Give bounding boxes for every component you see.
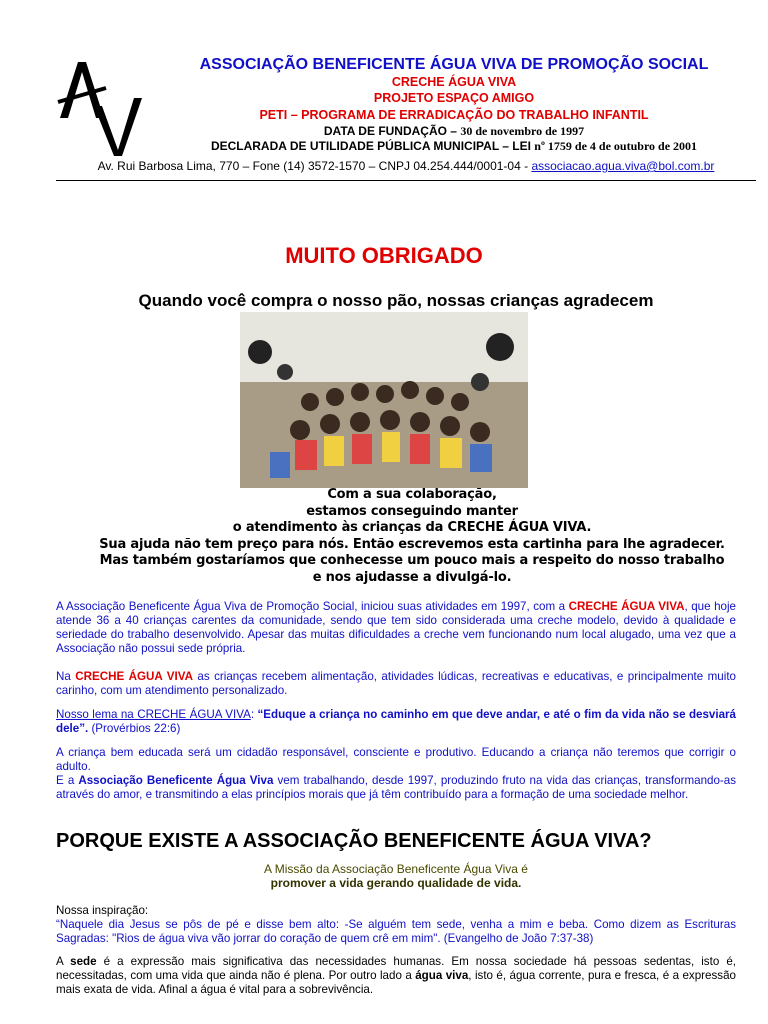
email-link[interactable]: associacao.agua.viva@bol.com.br: [531, 159, 715, 173]
utility-line: DECLARADA DE UTILIDADE PÚBLICA MUNICIPAL – LEI nº 1759 de 4 de outubro de 2001: [210, 139, 698, 153]
foundation-line: DATA DE FUNDAÇÃO – 30 de novembro de 1997: [323, 124, 585, 138]
page-title: MUITO OBRIGADO: [285, 243, 483, 268]
peti-line: PETI – PROGRAMA DE ERRADICAÇÃO DO TRABALHO INFANTIL: [259, 108, 649, 122]
mission-statement: A Missão da Associação Beneficente Água Viva é promover a vida gerando qualidade de vida.: [264, 862, 528, 890]
creche-name: CRECHE ÁGUA VIVA: [391, 75, 517, 89]
inspiration-block: Nossa inspiração: “Naquele dia Jesus se pôs de pé e disse bem alto: -Se alguém tem sede, venha a mim e beba. Como dizem as Escrituras Sagradas: "Rios de água viva vão jorrar do coração de quem crê em mim". (Evangelho de João 7:37-38): [56, 904, 736, 945]
header-divider: [56, 180, 756, 181]
children-photo: [240, 312, 528, 488]
org-name: ASSOCIAÇÃO BENEFICENTE ÁGUA VIVA DE PROMOÇÃO SOCIAL: [199, 56, 709, 73]
av-logo: [56, 58, 148, 158]
section-title: PORQUE EXISTE A ASSOCIAÇÃO BENEFICENTE ÁGUA VIVA?: [56, 830, 652, 852]
project-name: PROJETO ESPAÇO AMIGO: [373, 91, 535, 105]
address-line: Av. Rui Barbosa Lima, 770 – Fone (14) 3572-1570 – CNPJ 04.254.444/0001-04 - associacao.agua.viva@bol.com.br: [97, 159, 715, 173]
intro-paragraph: A Associação Beneficente Água Viva de Promoção Social, iniciou suas atividades em 1997, com a CRECHE ÁGUA VIVA, que hoje atende 36 a 40 crianças carentes da comunidade, sendo que tem sido considerada uma creche modelo, devido à qualidade e seriedade do trabalho desenvolvido. Apesar das muitas dificuldades a creche vem funcionando num local alugado, uma vez que a Associação não possui sede própria.: [56, 600, 737, 655]
thanks-message: Com a sua colaboração, estamos conseguindo manter o atendimento às crianças da CRECHE ÁGUA VIVA. Sua ajuda não tem preço para nós. Então escrevemos esta cartinha para lhe agradecer. Mas também gostaríamos que conhecesse um pouco mais a respeito do nosso trabalho e nos ajudasse a divulgá-lo.: [99, 487, 725, 585]
motto-paragraph: Nosso lema na CRECHE ÁGUA VIVA: “Eduque a criança no caminho em que deve andar, e até o fim da vida não se desviará dele”. (Provérbios 22:6): [56, 708, 737, 735]
education-paragraph: A criança bem educada será um cidadão responsável, consciente e produtivo. Educando a criança não teremos que corrigir o adulto. E a Associação Beneficente Água Viva vem trabalhando, desde 1997, produzindo fruto na vida das crianças, transformando-as através do amor, e transmitindo a elas princípios morais que já têm contribuído para a formação de uma sociedade melhor.: [56, 746, 737, 801]
water-paragraph: A sede é a expressão mais significativa das necessidades humanas. Em nossa sociedade há pessoas sedentas, isto é, necessitadas, com uma vida que ainda não é plena. Por outro lado a água viva, isto é, água corrente, pura e fresca, é a expressão mais exata de vida. Afinal a água é vital para a sobrevivência.: [56, 955, 736, 996]
page-subtitle: Quando você compra o nosso pão, nossas crianças agradecem: [138, 291, 654, 310]
services-paragraph: Na CRECHE ÁGUA VIVA as crianças recebem alimentação, atividades lúdicas, recreativas e educativas, e principalmente muito carinho, com um atendimento personalizado.: [56, 670, 736, 697]
